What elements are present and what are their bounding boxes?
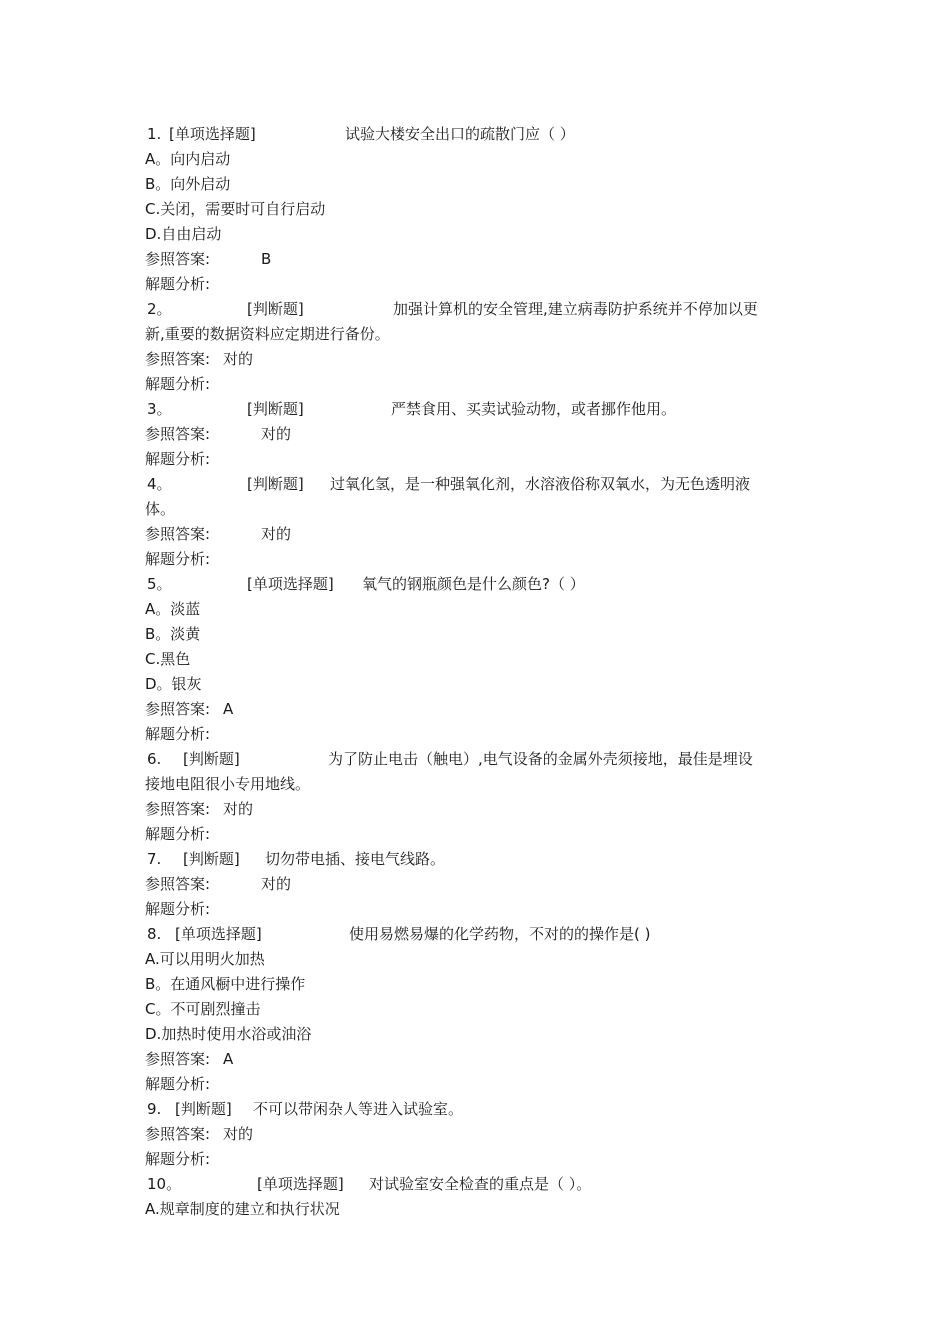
text-line: B。向外启动 [145,175,231,193]
text-line: D.自由启动 [145,225,222,243]
analysis-label: 解题分析: [145,275,211,293]
question-line [145,1172,815,1197]
answer-label: 参照答案: [145,875,211,893]
answer-value: A [223,700,234,718]
question-number: 10。 [147,1175,182,1193]
analysis-label: 解题分析: [145,375,211,393]
text-line: D.加热时使用水浴或油浴 [145,1025,312,1043]
answer-label: 参照答案: [145,800,211,818]
text-line: A。淡蓝 [145,600,201,618]
question-text: 过氧化氢，是一种强氧化剂，水溶液俗称双氧水，为无色透明液 [330,475,751,493]
question-text: 氧气的钢瓶颜色是什么颜色?（ ） [362,575,585,593]
text-line: B。在通风橱中进行操作 [145,975,306,993]
text-line: C.黑色 [145,650,191,668]
analysis-label: 解题分析: [145,450,211,468]
reference-answer-line [145,247,815,272]
text-line: 接地电阻很小专用地线。 [145,775,311,793]
answer-label: 参照答案: [145,1125,211,1143]
question-number: 5。 [147,575,172,593]
answer-label: 参照答案: [145,525,211,543]
question-type-tag: [单项选择题] [247,575,334,593]
reference-answer-line [145,347,815,372]
question-line [145,472,815,497]
text-line: 体。 [145,500,176,518]
answer-value: 对的 [261,525,292,543]
question-line [145,572,815,597]
text-line: C.关闭，需要时可自行启动 [145,200,326,218]
answer-label: 参照答案: [145,425,211,443]
answer-value: 对的 [261,875,292,893]
analysis-label: 解题分析: [145,825,211,843]
text-line: 新,重要的数据资料应定期进行备份。 [145,325,390,343]
analysis-label: 解题分析: [145,1075,211,1093]
answer-value: 对的 [223,1125,254,1143]
question-line [145,397,815,422]
answer-label: 参照答案: [145,700,211,718]
question-type-tag: [判断题] [183,750,240,768]
reference-answer-line [145,797,815,822]
question-line [145,922,815,947]
question-type-tag: [单项选择题] [169,125,256,143]
answer-value: 对的 [261,425,292,443]
text-line: A.可以用明火加热 [145,950,265,968]
question-type-tag: [单项选择题] [257,1175,344,1193]
answer-label: 参照答案: [145,250,211,268]
question-line [145,747,815,772]
question-number: 9. [147,1100,162,1118]
answer-label: 参照答案: [145,350,211,368]
question-text: 不可以带闲杂人等进入试验室。 [253,1100,464,1118]
analysis-label: 解题分析: [145,725,211,743]
analysis-label: 解题分析: [145,900,211,918]
question-type-tag: [单项选择题] [175,925,262,943]
question-number: 1. [147,125,162,143]
text-line: A。向内启动 [145,150,231,168]
text-line: B。淡黄 [145,625,201,643]
question-type-tag: [判断题] [175,1100,232,1118]
question-number: 2。 [147,300,172,318]
question-text: 为了防止电击（触电）,电气设备的金属外壳须接地，最佳是埋设 [328,750,753,768]
question-line [145,297,815,322]
answer-value: A [223,1050,234,1068]
question-text: 严禁食用、买卖试验动物，或者挪作他用。 [391,400,677,418]
question-text: 使用易燃易爆的化学药物，不对的的操作是( ) [349,925,651,943]
question-number: 7. [147,850,162,868]
reference-answer-line [145,697,815,722]
question-number: 8. [147,925,162,943]
answer-label: 参照答案: [145,1050,211,1068]
document-page [145,122,815,1222]
question-number: 4。 [147,475,172,493]
reference-answer-line [145,1047,815,1072]
question-text: 加强计算机的安全管理,建立病毒防护系统并不停加以更 [393,300,758,318]
text-line: D。银灰 [145,675,202,693]
text-line: A.规章制度的建立和执行状况 [145,1200,340,1218]
reference-answer-line [145,522,815,547]
answer-value: B [261,250,272,268]
question-type-tag: [判断题] [183,850,240,868]
answer-value: 对的 [223,800,254,818]
reference-answer-line [145,872,815,897]
reference-answer-line [145,422,815,447]
question-type-tag: [判断题] [247,300,304,318]
answer-value: 对的 [223,350,254,368]
question-type-tag: [判断题] [247,400,304,418]
question-number: 6. [147,750,162,768]
question-text: 试验大楼安全出口的疏散门应（ ） [345,125,575,143]
question-number: 3。 [147,400,172,418]
question-line [145,122,815,147]
question-type-tag: [判断题] [247,475,304,493]
question-line [145,847,815,872]
question-text: 切勿带电插、接电气线路。 [265,850,446,868]
question-line [145,1097,815,1122]
analysis-label: 解题分析: [145,1150,211,1168]
analysis-label: 解题分析: [145,550,211,568]
reference-answer-line [145,1122,815,1147]
question-text: 对试验室安全检查的重点是（ ）。 [369,1175,592,1193]
text-line: C。不可剧烈撞击 [145,1000,261,1018]
